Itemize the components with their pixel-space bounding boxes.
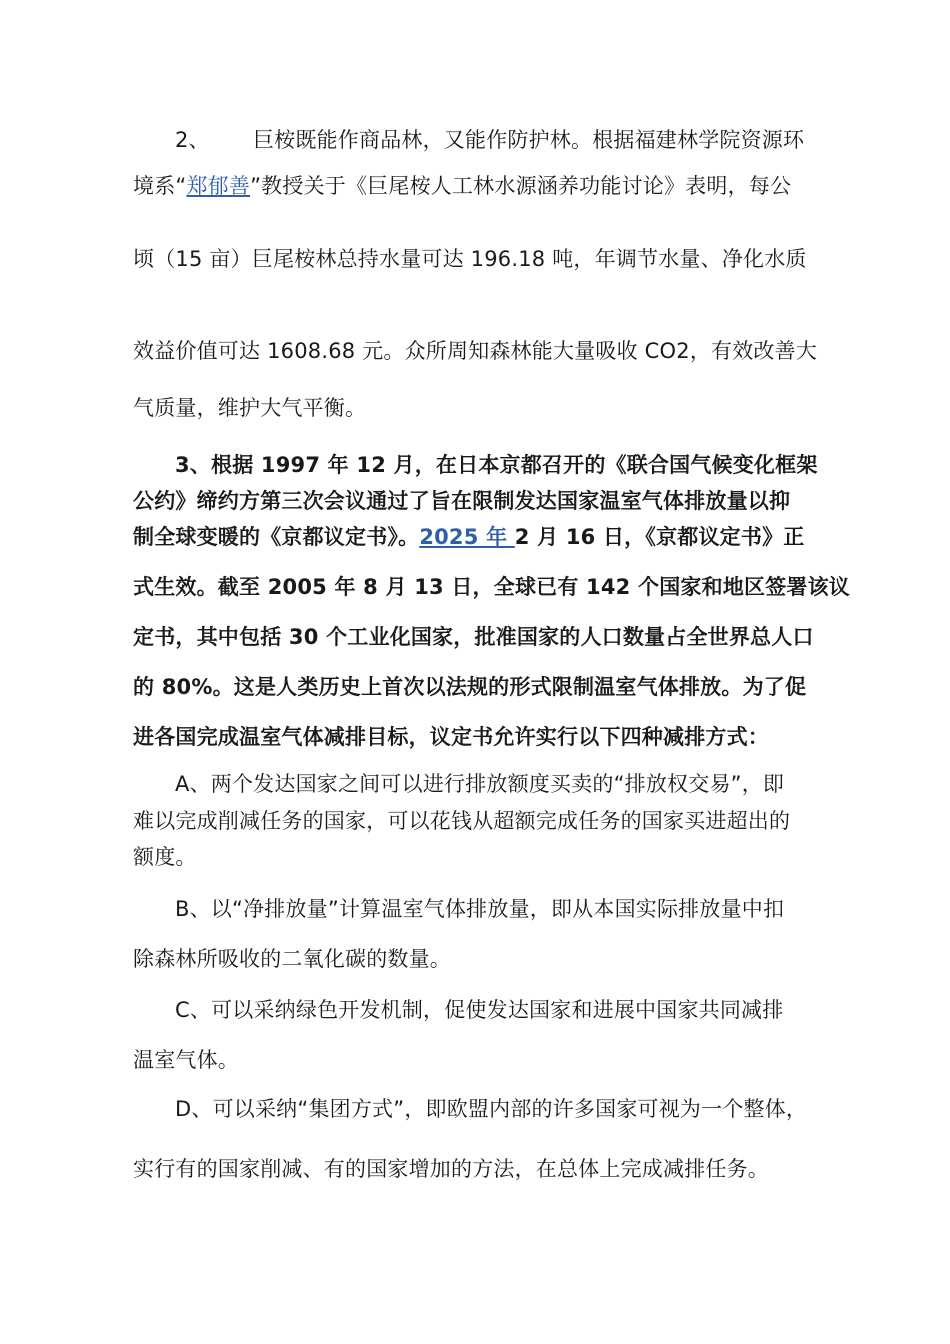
pD-line-2: 实行有的国家削减、有的国家增加的方法，在总体上完成减排任务。 bbox=[133, 1157, 769, 1181]
author-link[interactable]: 郑郁善 bbox=[186, 174, 251, 198]
p2-line-2-prefix: 境系“ bbox=[133, 174, 187, 198]
p2-line-5: 气质量，维护大气平衡。 bbox=[133, 396, 367, 420]
pA-line-1: A、两个发达国家之间可以进行排放额度买卖的“排放权交易”，即 bbox=[175, 772, 785, 796]
pB-line-2: 除森林所吸收的二氧化碳的数量。 bbox=[133, 947, 451, 971]
p3-line-6: 的 80%。这是人类历史上首次以法规的形式限制温室气体排放。为了促 bbox=[133, 675, 807, 699]
p2-line-3: 顷（15 亩）巨尾桉林总持水量可达 196.18 吨，年调节水量、净化水质 bbox=[133, 247, 807, 271]
p2-line-2 bbox=[133, 172, 791, 200]
p2-number: 2、 bbox=[175, 128, 210, 152]
pB-line-1: B、以“净排放量”计算温室气体排放量，即从本国实际排放量中扣 bbox=[175, 897, 785, 921]
pD-line-1: D、可以采纳“集团方式”，即欧盟内部的许多国家可视为一个整体， bbox=[175, 1097, 808, 1121]
p2-line-4: 效益价值可达 1608.68 元。众所周知森林能大量吸收 CO2，有效改善大 bbox=[133, 339, 818, 363]
p3-line-5: 定书，其中包括 30 个工业化国家，批准国家的人口数量占全世界总人口 bbox=[133, 625, 814, 649]
p3-line-3-prefix: 制全球变暖的《京都议定书》。 bbox=[133, 525, 420, 549]
p3-line-1: 3、根据 1997 年 12 月，在日本京都召开的《联合国气候变化框架 bbox=[175, 453, 818, 477]
p3-line-2: 公约》缔约方第三次会议通过了旨在限制发达国家温室气体排放量以抑 bbox=[133, 489, 791, 513]
year-link[interactable]: 2025 年 bbox=[419, 525, 515, 549]
pC-line-2: 温室气体。 bbox=[133, 1048, 239, 1072]
p3-line-7: 进各国完成温室气体减排目标，议定书允许实行以下四种减排方式： bbox=[133, 725, 769, 749]
p3-line-4: 式生效。截至 2005 年 8 月 13 日，全球已有 142 个国家和地区签署该议 bbox=[133, 575, 851, 599]
p2-line-2-suffix: ”教授关于《巨尾桉人工林水源涵养功能讨论》表明，每公 bbox=[250, 174, 792, 198]
p3-line-3 bbox=[133, 523, 804, 551]
pA-line-2: 难以完成削减任务的国家，可以花钱从超额完成任务的国家买进超出的 bbox=[133, 809, 791, 833]
p2-line-1: 巨桉既能作商品林，又能作防护林。根据福建林学院资源环 bbox=[253, 128, 805, 152]
p3-line-3-suffix: 2 月 16 日，《京都议定书》正 bbox=[514, 525, 805, 549]
pA-line-3: 额度。 bbox=[133, 845, 197, 869]
pC-line-1: C、可以采纳绿色开发机制，促使发达国家和进展中国家共同减排 bbox=[175, 998, 784, 1022]
